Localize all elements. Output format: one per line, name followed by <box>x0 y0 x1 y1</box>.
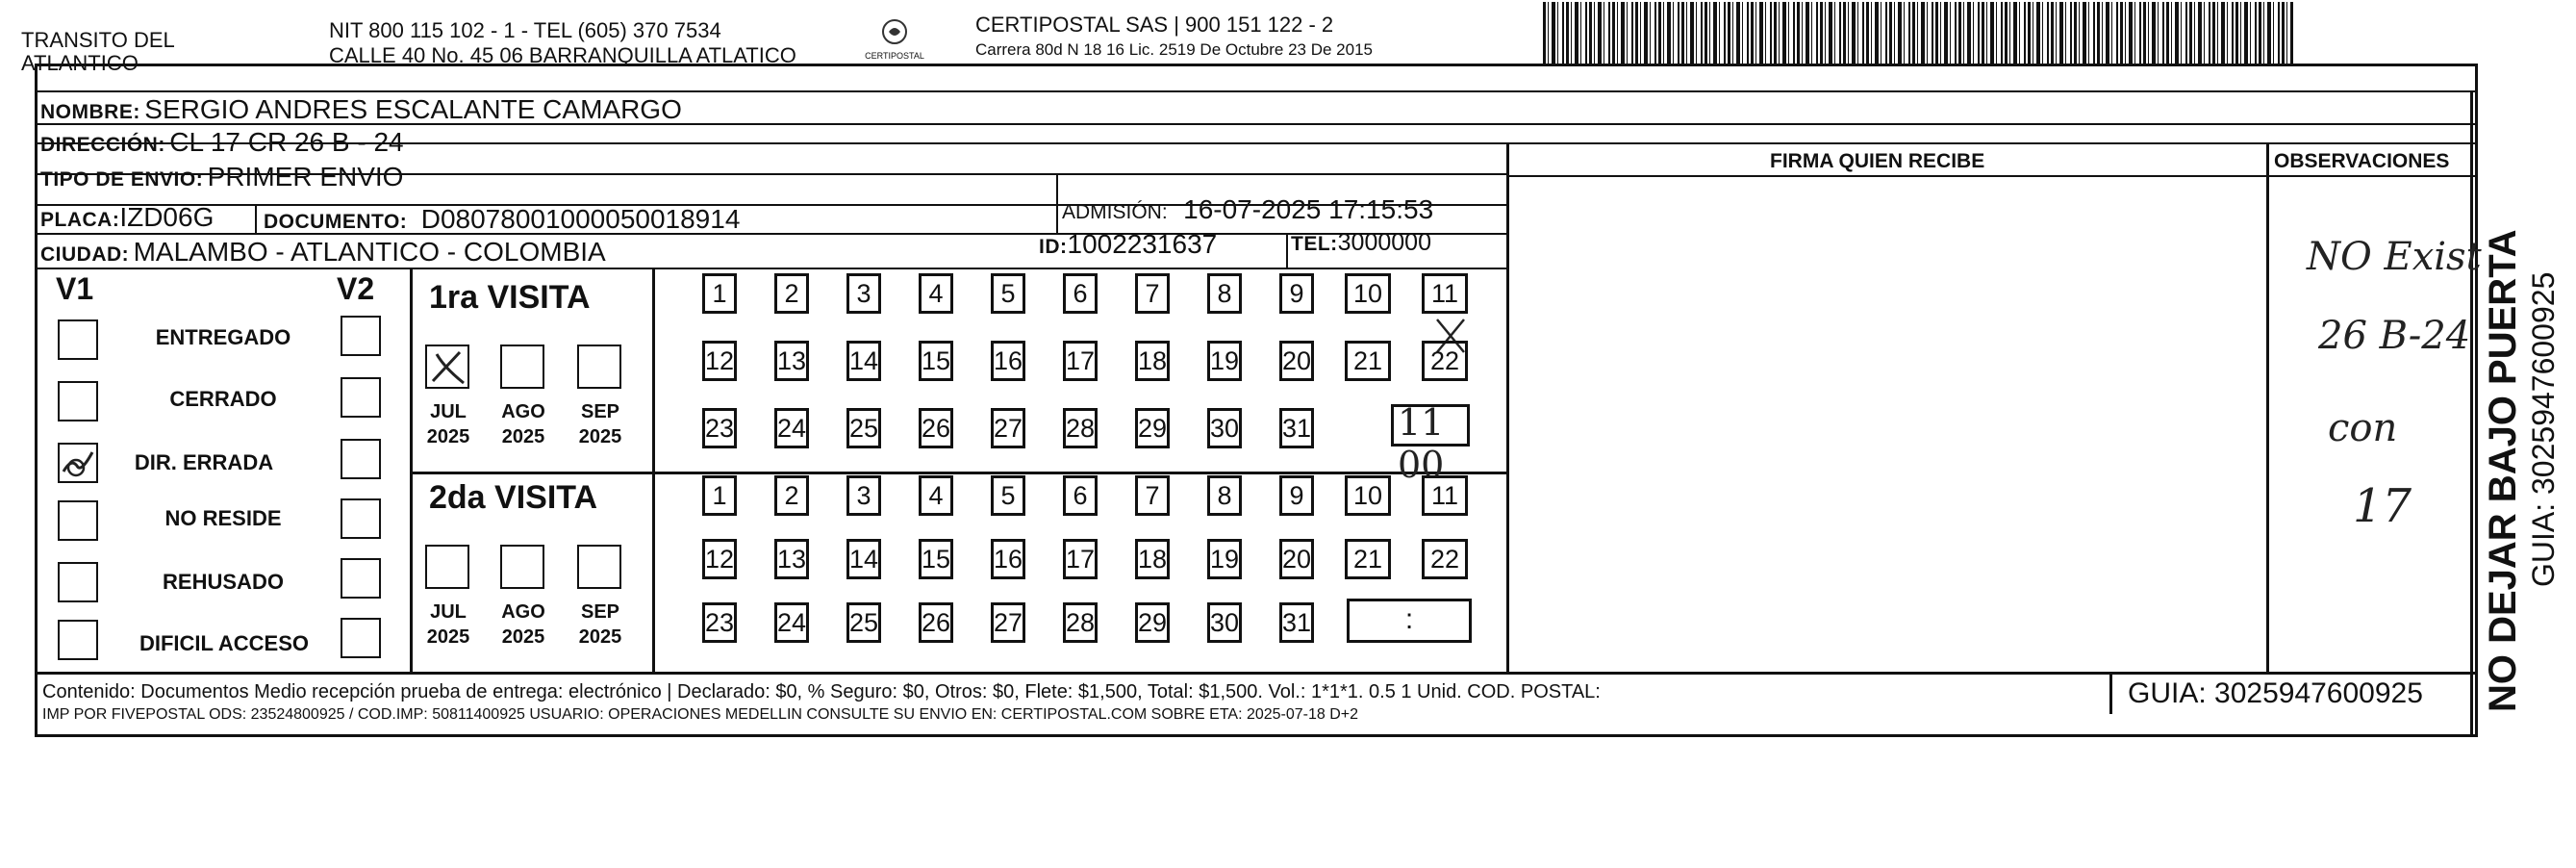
tel-row <box>1291 229 1431 257</box>
second-visit-day-23[interactable]: 23 <box>702 602 737 643</box>
divider <box>410 268 413 672</box>
month-checkbox-jul-1[interactable] <box>425 345 469 389</box>
month-label-sep: SEP <box>580 601 620 623</box>
first-visit-day-31[interactable]: 31 <box>1279 408 1314 448</box>
certipostal-logo <box>856 17 933 61</box>
first-visit-day-10[interactable]: 10 <box>1345 273 1391 314</box>
first-visit-day-17[interactable]: 17 <box>1063 341 1098 381</box>
year-label: 2025 <box>578 426 622 447</box>
v2-checkbox-dificil-acceso[interactable] <box>341 618 381 658</box>
tipo-envio-value: PRIMER ENVIO <box>207 162 404 191</box>
divider <box>1506 142 1509 672</box>
divider <box>35 90 2478 92</box>
company-address: CALLE 40 No. 45 06 BARRANQUILLA ATLATICO <box>329 43 796 67</box>
second-visit-day-5[interactable]: 5 <box>991 475 1025 516</box>
month-checkbox-jul-2[interactable] <box>425 545 469 589</box>
first-visit-title: 1ra VISITA <box>429 279 591 316</box>
v1-checkbox-rehusado[interactable] <box>58 562 98 602</box>
v2-checkbox-rehusado[interactable] <box>341 558 381 599</box>
year-label: 2025 <box>578 626 622 648</box>
first-visit-day-6[interactable]: 6 <box>1063 273 1098 314</box>
logo-icon <box>875 17 914 46</box>
v2-checkbox-entregado[interactable] <box>341 316 381 356</box>
ciudad-label: CIUDAD: <box>40 243 130 266</box>
first-visit-day-3[interactable]: 3 <box>846 273 881 314</box>
second-visit-day-22[interactable]: 22 <box>1422 539 1468 579</box>
v1-label: V1 <box>56 271 94 306</box>
first-visit-time: 11 00 <box>1398 401 1445 486</box>
documento-value: D08078001000050018914 <box>420 204 741 234</box>
placa-row <box>40 202 214 233</box>
observation-line-2: 26 B-24 <box>2318 314 2471 358</box>
id-row <box>1039 229 1217 260</box>
direccion-row <box>40 127 404 158</box>
divider <box>35 268 1506 269</box>
ciudad-row <box>40 237 606 268</box>
divider <box>652 268 655 672</box>
second-visit-day-12[interactable]: 12 <box>702 539 737 579</box>
second-visit-day-14[interactable]: 14 <box>846 539 881 579</box>
first-visit-day-9[interactable]: 9 <box>1279 273 1314 314</box>
first-visit-day-20[interactable]: 20 <box>1279 341 1314 381</box>
direccion-value: CL 17 CR 26 B - 24 <box>169 127 404 157</box>
v2-checkbox-dir-errada[interactable] <box>341 439 381 479</box>
month-label-ago: AGO <box>501 401 545 422</box>
first-visit-day-19[interactable]: 19 <box>1207 341 1242 381</box>
documento-row <box>264 204 740 235</box>
divider <box>2109 672 2112 714</box>
first-visit-day-1[interactable]: 1 <box>702 273 737 314</box>
second-visit-day-24[interactable]: 24 <box>774 602 809 643</box>
first-visit-day-26[interactable]: 26 <box>919 408 953 448</box>
second-visit-day-9[interactable]: 9 <box>1279 475 1314 516</box>
nombre-value: SERGIO ANDRES ESCALANTE CAMARGO <box>144 94 682 124</box>
second-visit-title: 2da VISITA <box>429 479 598 516</box>
admision-row <box>1062 194 1433 225</box>
admision-value: 16-07-2025 17:15:53 <box>1183 194 1434 224</box>
second-visit-day-3[interactable]: 3 <box>846 475 881 516</box>
first-visit-day-4[interactable]: 4 <box>919 273 953 314</box>
documento-label: DOCUMENTO: <box>264 211 408 233</box>
first-visit-day-13[interactable]: 13 <box>774 341 809 381</box>
second-visit-day-26[interactable]: 26 <box>919 602 953 643</box>
month-label-sep: SEP <box>580 401 620 422</box>
reason-no-reside: NO RESIDE <box>164 506 282 530</box>
certipostal-nit: CERTIPOSTAL SAS | 900 151 122 - 2 <box>975 13 1334 37</box>
ciudad-value: MALAMBO - ATLANTICO - COLOMBIA <box>133 237 606 267</box>
v2-checkbox-no-reside[interactable] <box>341 498 381 539</box>
month-label-jul: JUL <box>430 401 467 422</box>
first-visit-day-12[interactable]: 12 <box>702 341 737 381</box>
first-visit-day-23[interactable]: 23 <box>702 408 737 448</box>
admision-label: ADMISIÓN: <box>1062 201 1168 223</box>
second-visit-day-8[interactable]: 8 <box>1207 475 1242 516</box>
tipo-envio-row <box>40 162 403 192</box>
first-visit-day-5[interactable]: 5 <box>991 273 1025 314</box>
year-label: 2025 <box>426 426 470 447</box>
observation-line-4: 17 <box>2353 479 2412 533</box>
first-visit-day-11[interactable]: 11 <box>1422 273 1468 314</box>
second-visit-day-15[interactable]: 15 <box>919 539 953 579</box>
first-visit-day-28[interactable]: 28 <box>1063 408 1098 448</box>
second-visit-day-28[interactable]: 28 <box>1063 602 1098 643</box>
placa-value: IZD06G <box>119 202 215 232</box>
second-visit-day-20[interactable]: 20 <box>1279 539 1314 579</box>
divider <box>255 204 257 235</box>
first-visit-day-21[interactable]: 21 <box>1345 341 1391 381</box>
second-visit-day-7[interactable]: 7 <box>1135 475 1170 516</box>
check-mark-icon <box>427 346 467 387</box>
second-visit-day-17[interactable]: 17 <box>1063 539 1098 579</box>
side-warning: NO DEJAR BAJO PUERTA <box>2482 229 2524 712</box>
second-visit-day-6[interactable]: 6 <box>1063 475 1098 516</box>
second-visit-day-4[interactable]: 4 <box>919 475 953 516</box>
observation-line-1: NO Exist <box>2307 235 2482 279</box>
certipostal-address: Carrera 80d N 18 16 Lic. 2519 De Octubre 23 De 2015 <box>975 40 1373 59</box>
second-visit-day-2[interactable]: 2 <box>774 475 809 516</box>
logo-text: CERTIPOSTAL <box>865 51 924 61</box>
month-checkbox-ago-2[interactable] <box>500 545 544 589</box>
second-visit-day-29[interactable]: 29 <box>1135 602 1170 643</box>
second-visit-day-11[interactable]: 11 <box>1422 475 1468 516</box>
first-visit-day-22[interactable]: 22 <box>1422 341 1468 381</box>
first-visit-day-30[interactable]: 30 <box>1207 408 1242 448</box>
nombre-row <box>40 94 682 125</box>
nombre-label: NOMBRE: <box>40 101 140 123</box>
first-visit-day-16[interactable]: 16 <box>991 341 1025 381</box>
side-guia: GUIA: 3025947600925 <box>2526 271 2561 587</box>
first-visit-day-8[interactable]: 8 <box>1207 273 1242 314</box>
second-visit-day-16[interactable]: 16 <box>991 539 1025 579</box>
v1-checkbox-cerrado[interactable] <box>58 381 98 421</box>
second-visit-day-27[interactable]: 27 <box>991 602 1025 643</box>
year-label: 2025 <box>501 626 545 648</box>
second-visit-day-30[interactable]: 30 <box>1207 602 1242 643</box>
first-visit-day-24[interactable]: 24 <box>774 408 809 448</box>
reason-dificil-acceso: DIFICIL ACCESO <box>139 631 309 655</box>
second-visit-day-19[interactable]: 19 <box>1207 539 1242 579</box>
divider <box>1506 175 2478 177</box>
v1-checkbox-dificil-acceso[interactable] <box>58 620 98 660</box>
divider <box>1286 233 1288 268</box>
v1-checkbox-entregado[interactable] <box>58 319 98 360</box>
first-visit-day-14[interactable]: 14 <box>846 341 881 381</box>
second-visit-day-10[interactable]: 10 <box>1345 475 1391 516</box>
second-visit-time-box[interactable] <box>1347 599 1472 643</box>
second-visit-day-13[interactable]: 13 <box>774 539 809 579</box>
first-visit-time-box[interactable] <box>1391 401 1470 486</box>
second-visit-day-18[interactable]: 18 <box>1135 539 1170 579</box>
observaciones-label: OBSERVACIONES <box>2274 150 2450 172</box>
observation-line-3: con <box>2328 406 2398 450</box>
second-visit-day-1[interactable]: 1 <box>702 475 737 516</box>
month-checkbox-sep-2[interactable] <box>577 545 621 589</box>
barcode <box>1543 2 2293 64</box>
reason-dir-errada: DIR. ERRADA <box>134 450 274 474</box>
second-visit-day-31[interactable]: 31 <box>1279 602 1314 643</box>
firma-label: FIRMA QUIEN RECIBE <box>1770 150 1985 172</box>
imp-line: IMP POR FIVEPOSTAL ODS: 23524800925 / COD.IMP: 50811400925 USUARIO: OPERACIONES MEDELLIN CONSULTE SU ENVIO EN: CERTIPOSTAL.COM SOBRE ETA: 2025-07-18 D+2 <box>42 706 1359 723</box>
divider <box>2266 142 2269 672</box>
first-visit-day-27[interactable]: 27 <box>991 408 1025 448</box>
v1-checkbox-no-reside[interactable] <box>58 500 98 541</box>
reason-cerrado: CERRADO <box>169 387 277 411</box>
tipo-envio-label: TIPO DE ENVIO: <box>40 168 204 191</box>
first-visit-day-15[interactable]: 15 <box>919 341 953 381</box>
divider <box>2470 90 2473 737</box>
second-visit-day-25[interactable]: 25 <box>846 602 881 643</box>
second-visit-day-21[interactable]: 21 <box>1345 539 1391 579</box>
time-separator: : <box>1404 603 1414 635</box>
reason-rehusado: REHUSADO <box>163 570 284 594</box>
month-label-ago: AGO <box>501 601 545 623</box>
divider <box>412 472 1508 474</box>
v2-checkbox-cerrado[interactable] <box>341 377 381 418</box>
first-visit-day-18[interactable]: 18 <box>1135 341 1170 381</box>
first-visit-day-2[interactable]: 2 <box>774 273 809 314</box>
year-label: 2025 <box>501 426 545 447</box>
company-name-line2: ATLANTICO <box>21 51 139 75</box>
company-name-line1: TRANSITO DEL <box>21 28 175 52</box>
first-visit-day-7[interactable]: 7 <box>1135 273 1170 314</box>
footer-guia: GUIA: 3025947600925 <box>2128 677 2423 709</box>
divider <box>1056 173 1058 233</box>
first-visit-day-25[interactable]: 25 <box>846 408 881 448</box>
direccion-label: DIRECCIÓN: <box>40 134 165 156</box>
tel-value: 3000000 <box>1337 229 1431 256</box>
placa-label: PLACA: <box>40 209 120 231</box>
id-value: 1002231637 <box>1067 229 1218 259</box>
reason-entregado: ENTREGADO <box>155 325 291 349</box>
content-line: Contenido: Documentos Medio recepción prueba de entrega: electrónico | Declarado: $0, % Seguro: $0, Otros: $0, Flete: $1,500, Total: $1,500. Vol.: 1*1*1. 0.5 1 Unid. COD. POSTAL: <box>42 681 1601 702</box>
first-visit-day-29[interactable]: 29 <box>1135 408 1170 448</box>
month-checkbox-ago-1[interactable] <box>500 345 544 389</box>
year-label: 2025 <box>426 626 470 648</box>
tel-label: TEL: <box>1291 233 1338 255</box>
month-checkbox-sep-1[interactable] <box>577 345 621 389</box>
company-nit: NIT 800 115 102 - 1 - TEL (605) 370 7534 <box>329 18 721 42</box>
id-label: ID: <box>1039 236 1068 258</box>
month-label-jul: JUL <box>430 601 467 623</box>
v2-label: V2 <box>337 271 375 306</box>
